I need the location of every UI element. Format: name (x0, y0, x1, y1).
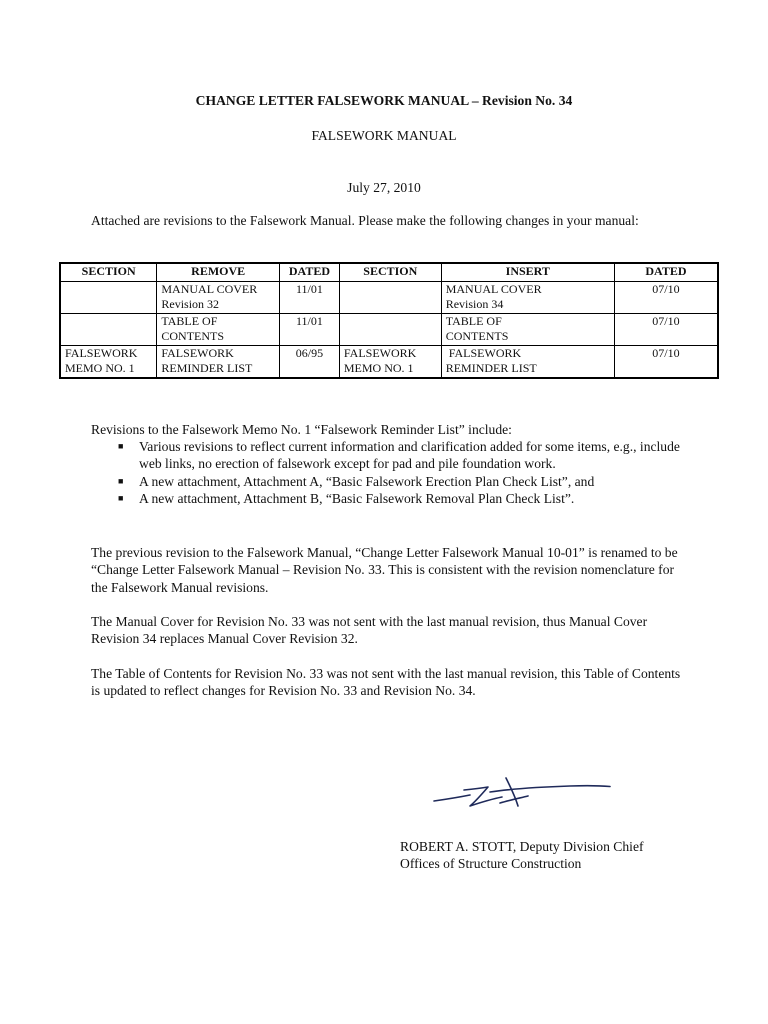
section-line: MEMO NO. 1 (65, 361, 135, 375)
header-insert: INSERT (441, 263, 614, 281)
list-item-text: Various revisions to reflect current information and clarification added for some items, e.g., include web links, no erection of falsework except for pad and pile foundation work. (139, 439, 680, 472)
header-remove-section: SECTION (60, 263, 157, 281)
bullet-icon: ■ (118, 475, 124, 486)
list-item (91, 490, 681, 507)
table-header-row (60, 263, 718, 281)
handwritten-signature-icon (430, 770, 615, 810)
document-subtitle: FALSEWORK MANUAL (311, 128, 457, 143)
signer-name: ROBERT A. STOTT, Deputy Division Chief (400, 839, 644, 854)
section-line: FALSEWORK (65, 345, 138, 360)
remove-cell (157, 345, 280, 378)
changes-table (59, 262, 719, 379)
insert-dated-cell: 07/10 (614, 313, 718, 345)
insert-line: FALSEWORK (445, 345, 522, 360)
insert-section-cell (339, 281, 441, 313)
list-item-text: A new attachment, Attachment A, “Basic Falsework Erection Plan Check List”, and (139, 473, 595, 489)
intro-paragraph: Attached are revisions to the Falsework Manual. Please make the following changes in your manual: (91, 213, 639, 228)
remove-dated-cell: 06/95 (279, 345, 339, 378)
revisions-intro: Revisions to the Falsework Memo No. 1 “Falsework Reminder List” include: (91, 422, 512, 437)
insert-section-cell (339, 345, 441, 378)
document-date: July 27, 2010 (347, 180, 421, 195)
remove-line: FALSEWORK (161, 345, 234, 360)
remove-line: Revision 32 (161, 297, 220, 311)
remove-dated-cell: 11/01 (279, 313, 339, 345)
remove-line: CONTENTS (161, 329, 225, 343)
insert-cell (441, 313, 614, 345)
bullet-icon: ■ (118, 441, 124, 451)
remove-section-cell (60, 281, 157, 313)
remove-line: MANUAL COVER (161, 281, 258, 296)
remove-line: REMINDER LIST (161, 361, 253, 375)
insert-line: REMINDER LIST (445, 361, 537, 375)
insert-line: MANUAL COVER (445, 281, 542, 296)
table-row (60, 313, 718, 345)
insert-line: CONTENTS (445, 329, 509, 343)
remove-line: TABLE OF (161, 313, 218, 328)
section-line: MEMO NO. 1 (343, 361, 414, 375)
insert-dated-cell: 07/10 (614, 281, 718, 313)
list-item (91, 473, 681, 490)
insert-line: TABLE OF (445, 313, 502, 328)
remove-cell (157, 281, 280, 313)
manual-cover-paragraph: The Manual Cover for Revision No. 33 was not sent with the last manual revision, thus Manual Cover Revision 34 replaces Manual Cover Revision 32. (91, 614, 648, 647)
document-title: CHANGE LETTER FALSEWORK MANUAL – Revision No. 34 (195, 93, 573, 108)
insert-section-cell (339, 313, 441, 345)
table-row (60, 345, 718, 378)
list-item (91, 438, 681, 473)
insert-cell (441, 345, 614, 378)
bullet-icon: ■ (118, 492, 124, 503)
header-insert-section: SECTION (339, 263, 441, 281)
insert-cell (441, 281, 614, 313)
remove-section-cell (60, 345, 157, 378)
table-of-contents-paragraph: The Table of Contents for Revision No. 33 was not sent with the last manual revision, this Table of Contents is updated to reflect changes for Revision No. 33 and Revision No. 34. (91, 666, 681, 699)
signer-office: Offices of Structure Construction (400, 856, 582, 871)
table-row (60, 281, 718, 313)
section-line: FALSEWORK (343, 345, 417, 360)
header-remove: REMOVE (157, 263, 280, 281)
revisions-list (91, 438, 681, 507)
previous-revision-paragraph: The previous revision to the Falsework Manual, “Change Letter Falsework Manual 10-01” is renamed to be “Change Letter Falsework Manual – Revision No. 33. This is consistent with the revision nomenclature for the Falsework Manual revisions. (91, 545, 678, 595)
insert-line: Revision 34 (445, 297, 504, 311)
remove-cell (157, 313, 280, 345)
header-insert-dated: DATED (614, 263, 718, 281)
header-remove-dated: DATED (279, 263, 339, 281)
insert-dated-cell: 07/10 (614, 345, 718, 378)
list-item-text: A new attachment, Attachment B, “Basic Falsework Removal Plan Check List”. (139, 490, 575, 506)
remove-dated-cell: 11/01 (279, 281, 339, 313)
remove-section-cell (60, 313, 157, 345)
